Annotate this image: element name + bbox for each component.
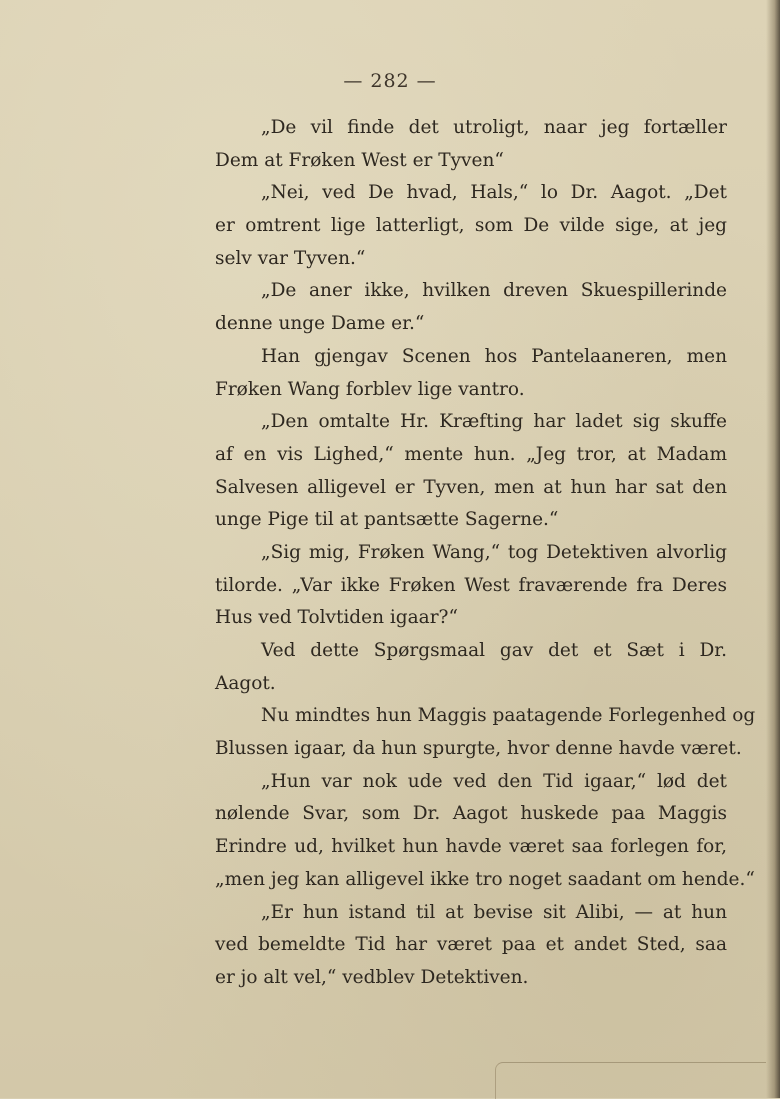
text-line: „Nei, ved De hvad, Hals,“ lo Dr. Aagot. „Det (261, 182, 727, 204)
paper-stain (495, 1062, 766, 1099)
text-line: er jo alt vel,“ vedblev Detektiven. (215, 966, 529, 988)
text-line: Salvesen alligevel er Tyven, men at hun har sat den (215, 476, 727, 498)
text-line: „Sig mig, Frøken Wang,“ tog Detektiven alvorlig (261, 541, 727, 563)
text-line: nølende Svar, som Dr. Aagot huskede paa Maggis (215, 803, 727, 825)
text-line: selv var Tyven.“ (215, 247, 366, 269)
text-line: Nu mindtes hun Maggis paatagende Forlegenhed og (261, 705, 756, 727)
text-line: „Hun var nok ude ved den Tid igaar,“ lød det (261, 770, 727, 792)
page-edge-shadow (766, 0, 780, 1098)
text-line: Erindre ud, hvilket hun havde været saa forlegen for, (215, 836, 727, 858)
text-line: Frøken Wang forblev lige vantro. (215, 378, 525, 400)
page-number: — 282 — (343, 70, 437, 92)
text-line: „men jeg kan alligevel ikke tro noget saadant om hende.“ (215, 868, 755, 890)
text-line: „De vil finde det utroligt, naar jeg fortæller (261, 117, 727, 138)
text-line: „Den omtalte Hr. Kræfting har ladet sig skuffe (261, 411, 727, 433)
text-line: Dem at Frøken West er Tyven“ (215, 149, 504, 171)
text-line: Blussen igaar, da hun spurgte, hvor denne havde været. (215, 738, 742, 760)
text-line: er omtrent lige latterligt, som De vilde sige, at jeg (215, 215, 727, 237)
text-line: denne unge Dame er.“ (215, 313, 425, 335)
text-line: Hus ved Tolvtiden igaar?“ (215, 607, 458, 629)
text-line: Ved dette Spørgsmaal gav det et Sæt i Dr. (261, 640, 727, 661)
text-line: af en vis Lighed,“ mente hun. „Jeg tror, at Madam (215, 443, 727, 465)
text-line: ved bemeldte Tid har været paa et andet Sted, saa (215, 934, 727, 956)
text-line: Aagot. (215, 672, 276, 694)
text-line: unge Pige til at pantsætte Sagerne.“ (215, 509, 559, 531)
text-line: tilorde. „Var ikke Frøken West fraværende fra Deres (215, 574, 727, 596)
text-line: Han gjengav Scenen hos Pantelaaneren, men (261, 345, 727, 367)
text-line: „De aner ikke, hvilken dreven Skuespillerinde (261, 280, 727, 302)
body-text (215, 112, 756, 995)
text-line: „Er hun istand til at bevise sit Alibi, — at hun (261, 901, 727, 923)
